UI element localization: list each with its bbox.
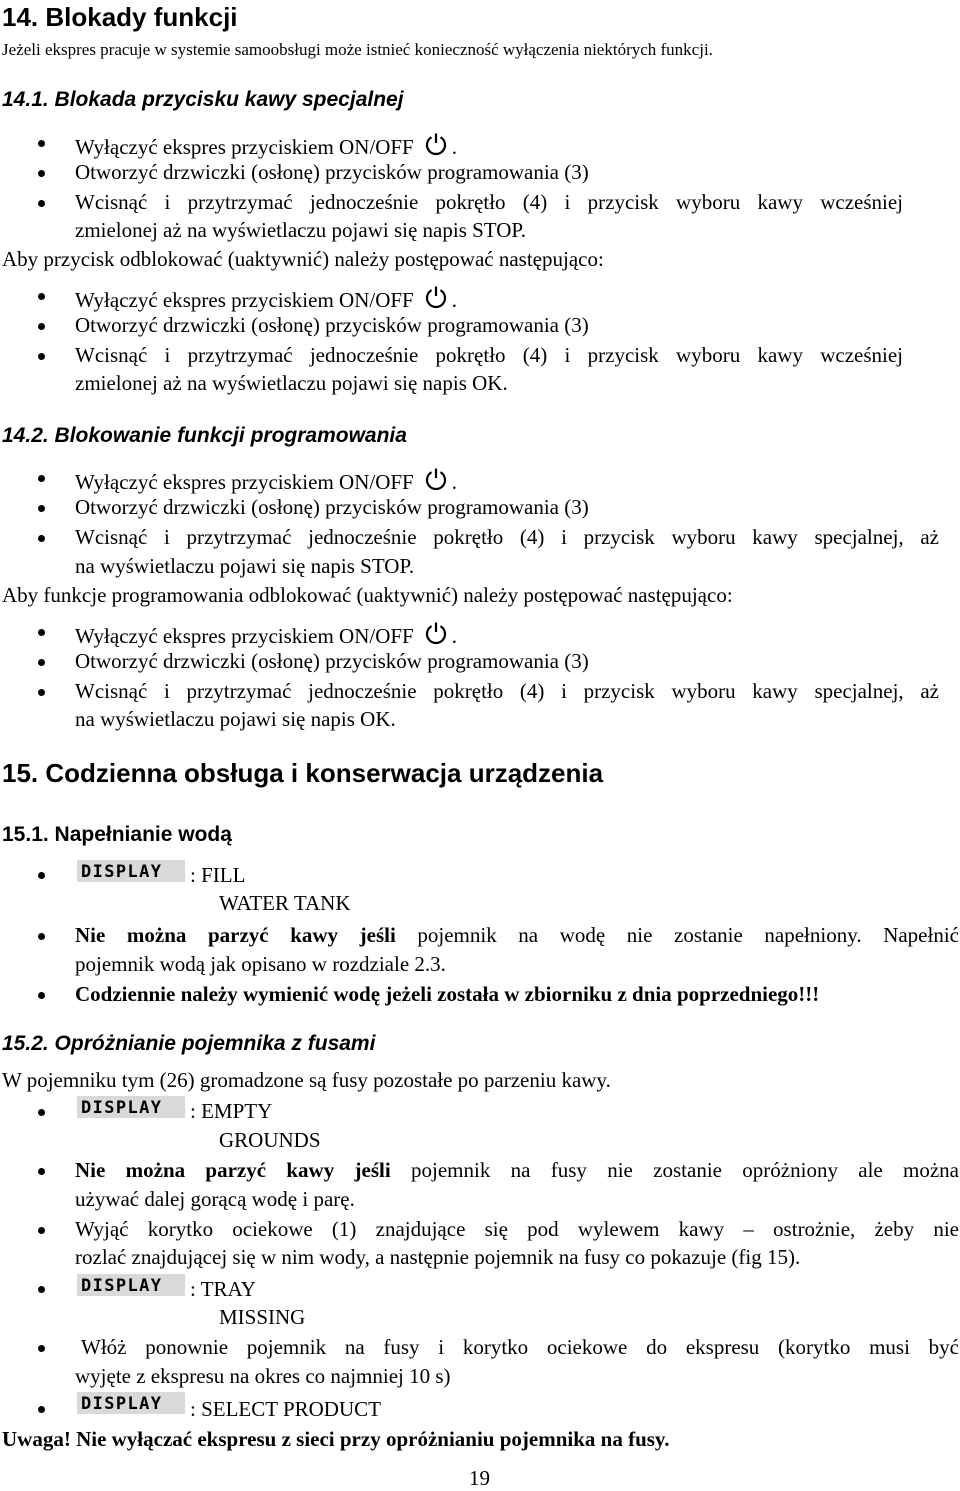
water-warning-cont: pojemnik wodą jak opisano w rozdziale 2.3. xyxy=(75,952,446,976)
bullet xyxy=(38,1109,45,1116)
subsection-15-1-title: 15.1. Napełnianie wodą xyxy=(2,823,232,846)
power-icon xyxy=(424,132,448,156)
step-text: Wyłączyć ekspres przyciskiem ON/OFF xyxy=(75,135,414,159)
reinsert-step: Włóż ponownie pojemnik na fusy i korytko ociekowe do ekspresu (korytko musi być xyxy=(81,1335,959,1359)
grounds-warning: Nie można parzyć kawy jeśli pojemnik na fusy nie zostanie opróżniony ale można xyxy=(75,1158,960,1182)
bullet xyxy=(38,535,45,542)
bullet xyxy=(38,293,45,300)
display-indicator xyxy=(77,1392,185,1414)
unlock-step-press-hold: Wcisnąć i przytrzymać jednocześnie pokrętło (4) i przycisk wyboru kawy wcześniej xyxy=(75,343,903,367)
bullet xyxy=(38,872,45,879)
display-message-line1: : FILL xyxy=(190,863,246,887)
remove-tray-step: Wyjąć korytko ociekowe (1) znajdujące się pod wylewem kawy – ostrożnie, żeby nie xyxy=(75,1217,959,1241)
subsection-15-2-title: 15.2. Opróżnianie pojemnika z fusami xyxy=(2,1032,376,1055)
unlock-intro: Aby przycisk odblokować (uaktywnić) należy postępować następująco: xyxy=(2,247,604,271)
bullet xyxy=(38,200,45,207)
remove-tray-step-cont: rozlać znajdującej się w nim wody, a następnie pojemnik na fusy co pokazuje (fig 15). xyxy=(75,1245,801,1269)
bullet xyxy=(38,629,45,636)
bullet xyxy=(38,353,45,360)
bullet xyxy=(38,689,45,696)
subsection-14-1-title: 14.1. Blokada przycisku kawy specjalnej xyxy=(2,88,404,111)
bullet xyxy=(38,1286,45,1293)
bullet xyxy=(38,1168,45,1175)
display-message-line1: : EMPTY xyxy=(190,1099,273,1123)
unlock-step-press-hold-cont: zmielonej aż na wyświetlaczu pojawi się napis OK. xyxy=(75,371,508,395)
display-indicator xyxy=(77,860,185,882)
section-15-title: 15. Codzienna obsługa i konserwacja urządzenia xyxy=(2,758,604,788)
step-press-hold-cont: zmielonej aż na wyświetlaczu pojawi się napis STOP. xyxy=(75,218,527,242)
unlock-step-press-hold: Wcisnąć i przytrzymać jednocześnie pokrętło (4) i przycisk wyboru kawy specjalnej, aż xyxy=(75,679,939,703)
step-open-door: Otworzyć drzwiczki (osłonę) przycisków programowania (3) xyxy=(75,495,589,519)
grounds-warning-cont: używać dalej gorącą wodę i parę. xyxy=(75,1187,355,1211)
unlock-intro: Aby funkcje programowania odblokować (uaktywnić) należy postępować następująco: xyxy=(2,583,733,607)
display-indicator xyxy=(77,1274,185,1296)
bullet xyxy=(38,1345,45,1352)
bullet xyxy=(38,505,45,512)
step-switch-off: Wyłączyć ekspres przyciskiem ON/OFF . xyxy=(75,467,457,494)
step-open-door: Otworzyć drzwiczki (osłonę) przycisków programowania (3) xyxy=(75,160,589,184)
power-icon xyxy=(424,467,448,491)
step-press-hold: Wcisnąć i przytrzymać jednocześnie pokrętło (4) i przycisk wyboru kawy specjalnej, aż xyxy=(75,525,939,549)
unlock-step-switch-off: Wyłączyć ekspres przyciskiem ON/OFF . xyxy=(75,285,457,312)
reinsert-step-cont: wyjęte z ekspresu na okres co najmniej 10 s) xyxy=(75,1364,451,1388)
bullet xyxy=(38,992,45,999)
bullet xyxy=(38,475,45,482)
section-14-intro: Jeżeli ekspres pracuje w systemie samoobsługi może istnieć konieczność wyłączenia niektórych funkcji. xyxy=(2,40,713,59)
bullet xyxy=(38,323,45,330)
bullet xyxy=(38,1227,45,1234)
power-icon xyxy=(424,621,448,645)
bullet xyxy=(38,170,45,177)
bullet xyxy=(38,933,45,940)
display-indicator xyxy=(77,1096,185,1118)
step-press-hold-cont: na wyświetlaczu pojawi się napis STOP. xyxy=(75,554,415,578)
water-warning: Nie można parzyć kawy jeśli pojemnik na wodę nie zostanie napełniony. Napełnić xyxy=(75,923,959,947)
step-press-hold: Wcisnąć i przytrzymać jednocześnie pokrętło (4) i przycisk wyboru kawy wcześniej xyxy=(75,190,903,214)
bullet xyxy=(38,140,45,147)
step-switch-off: Wyłączyć ekspres przyciskiem ON/OFF . xyxy=(75,132,457,159)
section-14-title: 14. Blokady funkcji xyxy=(2,2,238,32)
power-icon xyxy=(424,285,448,309)
unlock-step-press-hold-cont: na wyświetlaczu pojawi się napis OK. xyxy=(75,707,396,731)
grounds-intro: W pojemniku tym (26) gromadzone są fusy pozostałe po parzeniu kawy. xyxy=(2,1068,611,1092)
unlock-step-open-door: Otworzyć drzwiczki (osłonę) przycisków programowania (3) xyxy=(75,313,589,337)
display-message-line2: GROUNDS xyxy=(219,1128,321,1152)
display-message-line2: WATER TANK xyxy=(219,891,351,915)
display-message-line1: : SELECT PRODUCT xyxy=(190,1397,381,1421)
unlock-step-open-door: Otworzyć drzwiczki (osłonę) przycisków programowania (3) xyxy=(75,649,589,673)
bullet xyxy=(38,1406,45,1413)
display-message-line1: : TRAY xyxy=(190,1277,256,1301)
bullet xyxy=(38,659,45,666)
page-number: 19 xyxy=(469,1466,490,1490)
warning-note: Uwaga! Nie wyłączać ekspresu z sieci przy opróżnianiu pojemnika na fusy. xyxy=(2,1427,670,1451)
daily-water-notice: Codziennie należy wymienić wodę jeżeli została w zbiorniku z dnia poprzedniego!!! xyxy=(75,982,820,1006)
display-message-line2: MISSING xyxy=(219,1305,306,1329)
unlock-step-switch-off: Wyłączyć ekspres przyciskiem ON/OFF . xyxy=(75,621,457,648)
subsection-14-2-title: 14.2. Blokowanie funkcji programowania xyxy=(2,424,407,447)
